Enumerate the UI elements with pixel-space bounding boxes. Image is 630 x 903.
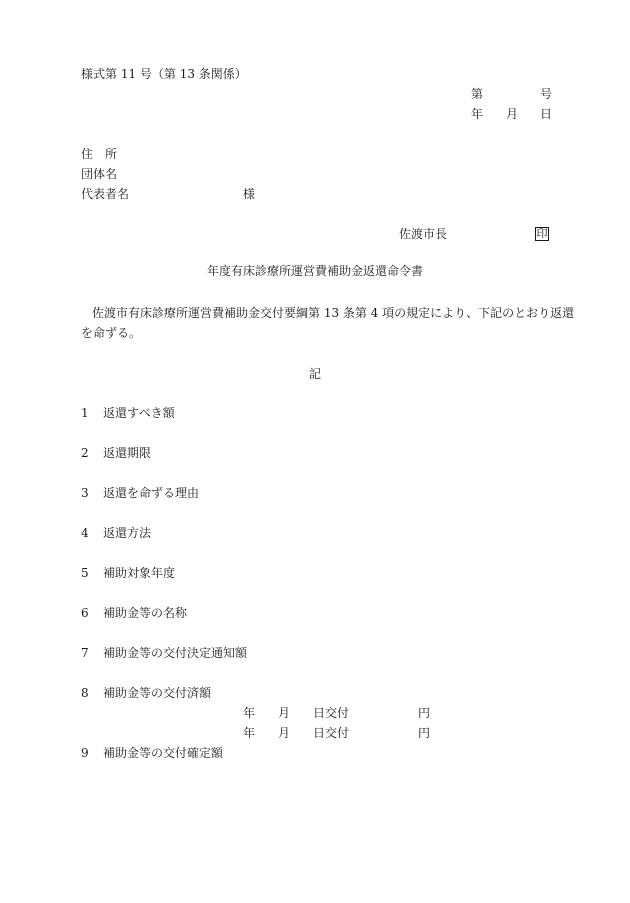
payment-day-issued: 日交付 [313, 726, 350, 740]
issuer-title: 佐渡市長 [399, 227, 448, 241]
item-label: 返還すべき額 [103, 406, 175, 420]
recipient-organization-label: 団体名 [81, 167, 118, 181]
payment-month: 月 [278, 726, 291, 740]
recipient-address-label: 住 所 [81, 147, 118, 161]
date-day: 日 [540, 107, 553, 121]
payment-yen: 円 [418, 726, 431, 740]
body-line-2: を命ずる。 [81, 326, 142, 340]
item-label: 返還方法 [103, 526, 152, 540]
payment-day-issued: 日交付 [313, 706, 350, 720]
recipient-representative-label: 代表者名 [81, 187, 130, 201]
seal-stamp: 印 [536, 227, 548, 240]
date-month: 月 [506, 107, 519, 121]
item-number: 7 [81, 646, 89, 660]
item-number: 6 [81, 606, 89, 620]
item-number: 5 [81, 566, 89, 580]
item-number: 9 [81, 746, 89, 760]
item-label: 補助金等の交付済額 [103, 686, 212, 700]
recipient-honorific: 様 [243, 187, 256, 201]
item-number: 3 [81, 486, 89, 500]
item-number: 8 [81, 686, 89, 700]
item-label: 補助金等の交付決定通知額 [103, 646, 248, 660]
item-label: 補助金等の名称 [103, 606, 188, 620]
item-label: 返還を命ずる理由 [103, 486, 200, 500]
form-id: 様式第 11 号（第 13 条関係） [81, 67, 247, 81]
item-number: 2 [81, 446, 89, 460]
doc-number-suffix: 号 [540, 87, 553, 101]
date-year: 年 [471, 107, 484, 121]
item-number: 4 [81, 526, 89, 540]
item-label: 返還期限 [103, 446, 152, 460]
doc-number-prefix: 第 [471, 87, 484, 101]
payment-month: 月 [278, 706, 291, 720]
payment-year: 年 [243, 706, 256, 720]
item-label: 補助対象年度 [103, 566, 176, 580]
body-line-1: 佐渡市有床診療所運営費補助金交付要綱第 13 条第 4 項の規定により、下記のとおり返還 [92, 306, 575, 320]
ki-heading: 記 [308, 367, 321, 381]
payment-year: 年 [243, 726, 256, 740]
item-number: 1 [81, 406, 89, 420]
item-label: 補助金等の交付確定額 [103, 746, 224, 760]
payment-yen: 円 [418, 706, 431, 720]
document-title: 年度有床診療所運営費補助金返還命令書 [206, 264, 423, 278]
